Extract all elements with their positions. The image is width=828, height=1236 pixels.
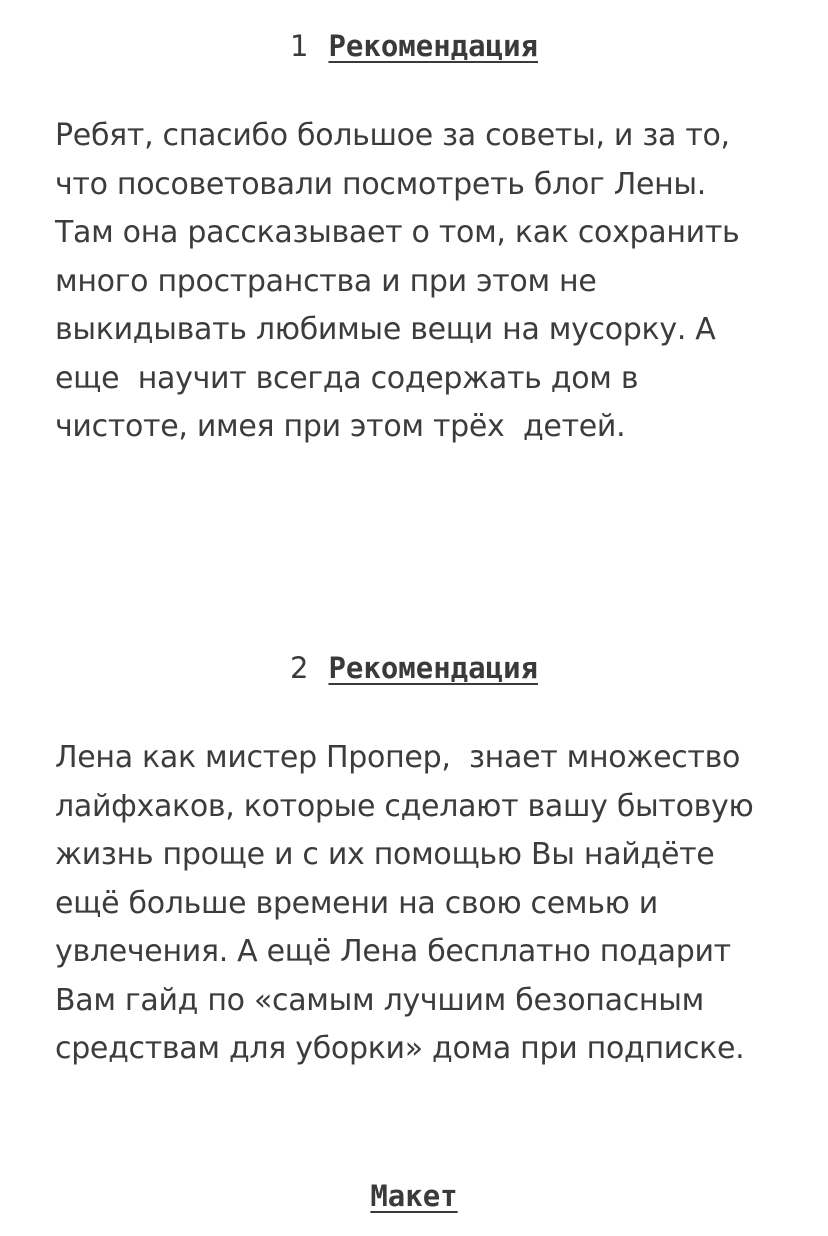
paragraph-line: лайфхаков, которые сделают вашу бытовую <box>55 788 754 824</box>
paragraph-line: ещё больше времени на свою семью и <box>55 885 658 921</box>
section-1-heading <box>0 28 828 65</box>
paragraph-line: средствам для уборки» дома при подписке. <box>55 1031 745 1066</box>
paragraph-line: Лена как мистер Пропер, знает множество <box>55 740 741 775</box>
section-2-heading <box>0 650 828 687</box>
paragraph-line: увлечения. А ещё Лена бесплатно подарит <box>55 934 731 969</box>
section-2-number: 2 <box>290 651 309 685</box>
section-1-title-link[interactable]: Рекомендация <box>328 29 538 63</box>
section-1-number: 1 <box>290 29 309 63</box>
paragraph-line: жизнь проще и с их помощью Вы найдёте <box>55 837 715 872</box>
paragraph-line: что посоветовали посмотреть блог Лены. <box>55 166 707 202</box>
footer-heading <box>0 1178 828 1215</box>
paragraph-line: Там она рассказывает о том, как сохранить <box>55 215 740 250</box>
paragraph-line: много пространства и при этом не <box>55 263 597 299</box>
section-2-title-link[interactable]: Рекомендация <box>328 651 538 685</box>
paragraph-line: Ребят, спасибо большое за советы, и за то, <box>55 118 730 153</box>
paragraph-line: еще научит всегда содержать дом в <box>55 360 639 396</box>
paragraph-line: чистоте, имея при этом трёх детей. <box>55 409 626 444</box>
paragraph-line: Вам гайд по «самым лучшим безопасным <box>55 982 704 1018</box>
section-2-paragraph <box>55 734 795 1074</box>
footer-title-link[interactable]: Макет <box>370 1179 458 1213</box>
paragraph-line: выкидывать любимые вещи на мусорку. А <box>55 312 716 347</box>
section-1-paragraph <box>55 112 795 452</box>
